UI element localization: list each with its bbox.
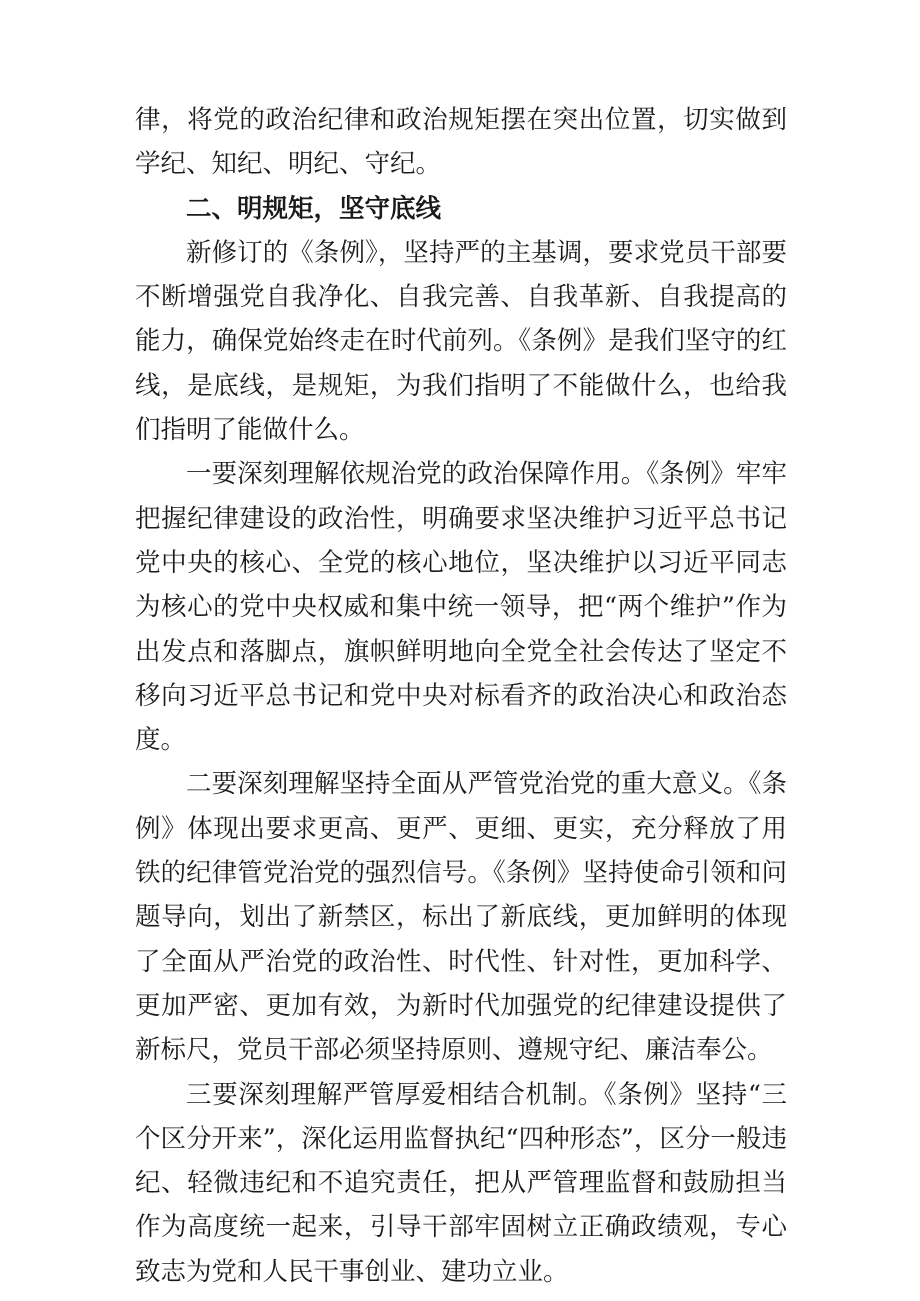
- paragraph-strict-governance: 二要深刻理解坚持全面从严管党治党的重大意义。《条例》体现出要求更高、更严、更细、更实，充分释放了用铁的纪律管党治党的强烈信号。《条例》坚持使命引领和问题导向，划出了新禁区，标出了新底线，更加鲜明的体现了全面从严治党的政治性、时代性、针对性，更加科学、更加严密、更加有效，为新时代加强党的纪律建设提供了新标尺，党员干部必须坚持原则、遵规守纪、廉洁奉公。: [135, 769, 787, 1066]
- paragraph-political-guarantee: 一要深刻理解依规治党的政治保障作用。《条例》牢牢把握纪律建设的政治性，明确要求坚决维护习近平总书记党中央的核心、全党的核心地位，坚决维护以习近平同志为核心的党中央权威和集中统一领导，把“两个维护”作为出发点和落脚点，旗帜鲜明地向全党全社会传达了坚定不移向习近平总书记和党中央对标看齐的政治决心和政治态度。: [135, 459, 787, 756]
- document-body: [135, 98, 787, 1294]
- paragraph-strict-care-mechanism: 三要深刻理解严管厚爱相结合机制。《条例》坚持“三个区分开来”，深化运用监督执纪“四种形态”，区分一般违纪、轻微违纪和不追究责任，把从严管理监督和鼓励担当作为高度统一起来，引导干部牢固树立正确政绩观，专心致志为党和人民干事创业、建功立业。: [135, 1079, 787, 1287]
- paragraph-rules-overview: 新修订的《条例》，坚持严的主基调，要求党员干部要不断增强党自我净化、自我完善、自我革新、自我提高的能力，确保党始终走在时代前列。《条例》是我们坚守的红线，是底线，是规矩，为我们指明了不能做什么，也给我们指明了能做什么。: [135, 237, 787, 446]
- intro-paragraph: 律，将党的政治纪律和政治规矩摆在突出位置，切实做到学纪、知纪、明纪、守纪。: [135, 105, 787, 180]
- section-heading: 二、明规矩，坚守底线: [186, 193, 442, 224]
